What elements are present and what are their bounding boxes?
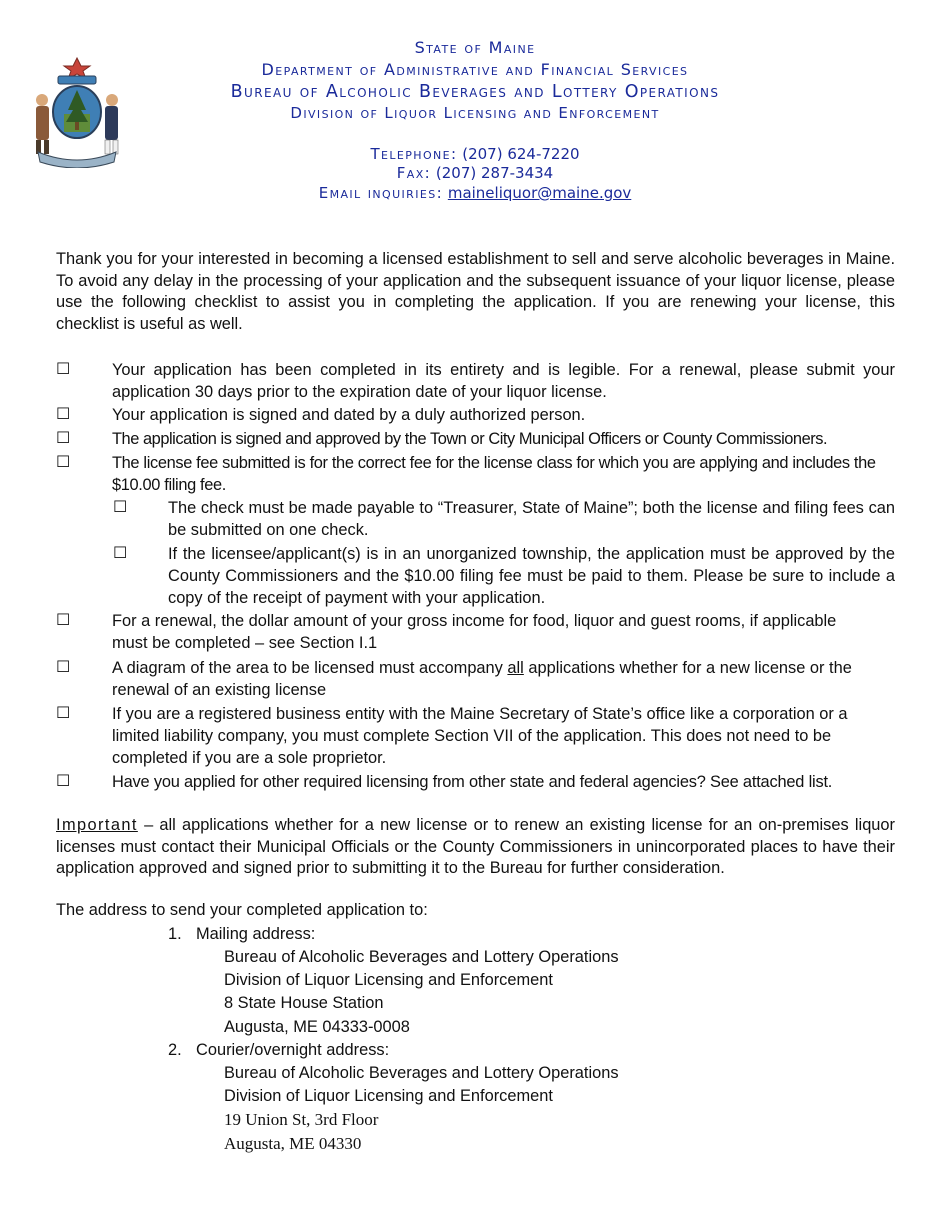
mail-line-4: Augusta, ME 04333-0008 (224, 1018, 410, 1036)
checkbox-1[interactable]: ☐ (56, 361, 71, 378)
checklist-item-7: If you are a registered business entity with the Maine Secretary of State’s office like a corporation or a limited liability company, you must complete Section VII of the application. This does not need to be completed if you are a sole proprietor. (112, 705, 848, 767)
header-bureau: Bureau of Alcoholic Beverages and Lottery Operations (230, 82, 720, 102)
courier-line-4: Augusta, ME 04330 (224, 1134, 362, 1153)
header-department: Department of Administrative and Financial Services (261, 60, 689, 79)
checkbox-7[interactable]: ☐ (56, 705, 71, 722)
fax-label: Fax: (396, 164, 432, 182)
email-link[interactable]: maineliquor@maine.gov (447, 184, 632, 202)
header-division: Division of Liquor Licensing and Enforcement (290, 104, 660, 122)
checkbox-8[interactable]: ☐ (56, 773, 71, 790)
mail-line-1: Bureau of Alcoholic Beverages and Lottery Operations (224, 948, 619, 966)
courier-line-3: 19 Union St, 3rd Floor (224, 1110, 379, 1129)
checkbox-4a[interactable]: ☐ (113, 499, 128, 516)
mail-label: Mailing address: (196, 925, 316, 943)
mail-number: 1. (168, 925, 182, 943)
checklist-item-4a: The check must be made payable to “Treasurer, State of Maine”; both the license and filing fees can be submitted on one check. (168, 499, 895, 539)
mail-line-3: 8 State House Station (224, 994, 384, 1012)
checklist-item-4b: If the licensee/applicant(s) is in an unorganized township, the application must be approved by the County Commissioners and the $10.00 filing fee must be paid to them. Please be sure to include a copy of the receipt of payment with your application. (168, 545, 895, 607)
important-paragraph (56, 815, 895, 880)
courier-line-2: Division of Liquor Licensing and Enforcement (224, 1087, 553, 1105)
contact-phone (140, 145, 810, 163)
checklist-item-3: The application is signed and approved by the Town or City Municipal Officers or County Commissioners. (112, 430, 828, 448)
phone-label: Telephone: (370, 145, 458, 163)
header-state: State of Maine (414, 38, 536, 57)
checklist-item-4: The license fee submitted is for the correct fee for the license class for which you are applying and includes the $10.00 filing fee. (112, 454, 876, 494)
item-6-pre: A diagram of the area to be licensed must accompany (112, 659, 508, 677)
checklist-item-5: For a renewal, the dollar amount of your gross income for food, liquor and guest rooms, if applicable must be completed – see Section I.1 (112, 612, 837, 652)
checkbox-5[interactable]: ☐ (56, 612, 71, 629)
important-label: Important (56, 816, 138, 834)
checkbox-4[interactable]: ☐ (56, 454, 71, 471)
courier-label: Courier/overnight address: (196, 1041, 390, 1059)
mail-line-2: Division of Liquor Licensing and Enforcement (224, 971, 553, 989)
checkbox-3[interactable]: ☐ (56, 430, 71, 447)
checkbox-2[interactable]: ☐ (56, 406, 71, 423)
phone-number: (207) 624-7220 (457, 145, 580, 163)
checklist-item-6 (112, 657, 882, 701)
contact-fax (140, 164, 810, 182)
checkbox-6[interactable]: ☐ (56, 659, 71, 676)
email-label: Email inquiries: (318, 184, 444, 202)
contact-email (140, 184, 810, 202)
checklist-item-1: Your application has been completed in its entirety and is legible. For a renewal, please submit your application 30 days prior to the expiration date of your liquor license. (112, 361, 895, 401)
checkbox-4b[interactable]: ☐ (113, 545, 128, 562)
checklist-item-2: Your application is signed and dated by a duly authorized person. (112, 406, 586, 424)
courier-line-1: Bureau of Alcoholic Beverages and Lottery Operations (224, 1064, 619, 1082)
address-intro: The address to send your completed application to: (56, 901, 428, 919)
checklist-item-8: Have you applied for other required licensing from other state and federal agencies? See attached list. (112, 773, 833, 791)
state-seal-icon (28, 56, 126, 168)
courier-number: 2. (168, 1041, 182, 1059)
intro-paragraph: Thank you for your interested in becoming a licensed establishment to sell and serve alcoholic beverages in Maine. To avoid any delay in the processing of your application and the subsequent issuance of your liquor license, please use the following checklist to assist you in completing the application. If you are renewing your license, this checklist is useful as well. (56, 250, 895, 334)
item-6-emphasis: all (507, 659, 524, 677)
fax-number: (207) 287-3434 (431, 164, 554, 182)
important-text: – all applications whether for a new license or to renew an existing license for an on-premises liquor licenses must contact their Municipal Officials or the County Commissioners in unincorporated places to have their application approved and signed prior to submitting it to the Bureau for further consideration. (56, 816, 895, 878)
item-6-post: applications whether for a new license or the renewal of an existing license (112, 659, 852, 699)
